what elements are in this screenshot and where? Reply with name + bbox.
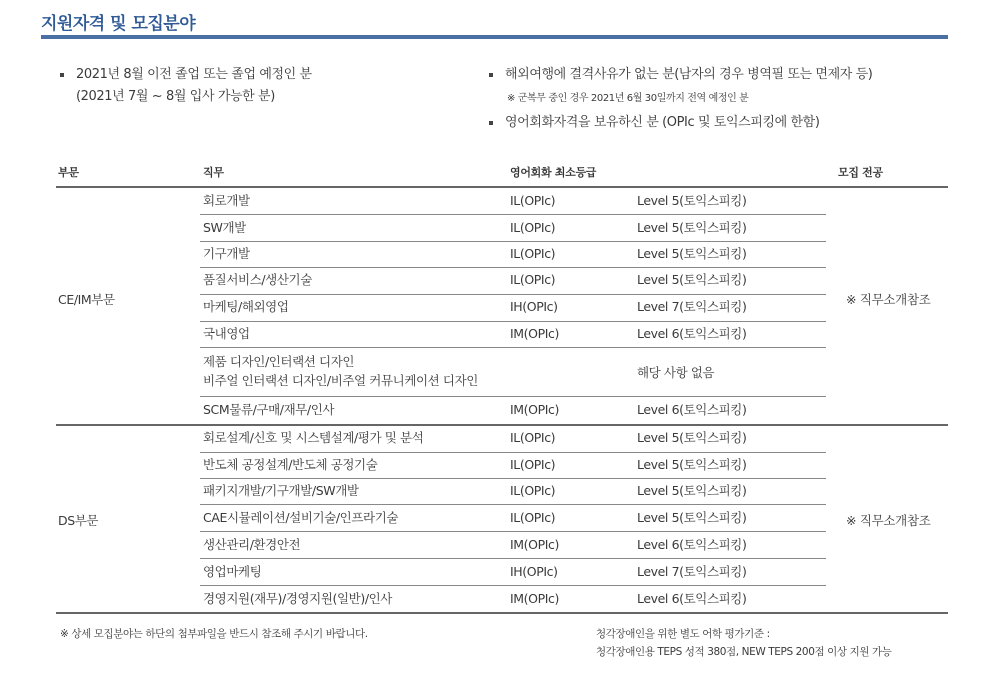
opic-cell: IL(OPIc) (510, 272, 556, 287)
row-divider (200, 531, 826, 532)
toeic-cell: Level 5(토익스피킹) (637, 220, 747, 235)
job-cell: 회로설계/신호 및 시스템설계/평가 및 분석 (203, 430, 424, 445)
toeic-cell: Level 5(토익스피킹) (637, 483, 747, 498)
job-cell: 경영지원(재무)/경영지원(일반)/인사 (203, 591, 392, 606)
row-divider (200, 294, 826, 295)
toeic-cell: Level 5(토익스피킹) (637, 510, 747, 525)
bullet-icon (60, 73, 64, 77)
qualification-continuation: (2021년 7월 ~ 8월 입사 가능한 분) (76, 89, 275, 104)
footnote-line: 청각장애인을 위한 별도 어학 평가기준 : (596, 628, 770, 640)
qualification-item (76, 64, 312, 108)
row-divider (200, 321, 826, 322)
row-divider (200, 504, 826, 505)
job-cell: 기구개발 (203, 246, 250, 261)
opic-cell: IM(OPIc) (510, 537, 559, 552)
opic-cell: IL(OPIc) (510, 220, 556, 235)
row-divider (200, 452, 826, 453)
opic-cell: IH(OPIc) (510, 299, 558, 314)
toeic-cell: Level 6(토익스피킹) (637, 591, 747, 606)
opic-cell: IL(OPIc) (510, 430, 556, 445)
job-cell: 마케팅/해외영업 (203, 299, 289, 314)
opic-cell: IM(OPIc) (510, 402, 559, 417)
division-label: DS부문 (58, 513, 99, 528)
toeic-cell: Level 7(토익스피킹) (637, 564, 747, 579)
qualification-text: 해외여행에 결격사유가 없는 분(남자의 경우 병역필 또는 면제자 등) (505, 67, 873, 82)
opic-cell: IH(OPIc) (510, 564, 558, 579)
row-divider (200, 558, 826, 559)
job-cell: SW개발 (203, 220, 246, 235)
job-cell: CAE시뮬레이션/설비기술/인프라기술 (203, 510, 399, 525)
toeic-cell: Level 5(토익스피킹) (637, 246, 747, 261)
footnote-hearing-impaired (596, 625, 892, 661)
opic-cell: IL(OPIc) (510, 193, 556, 208)
table-bottom-rule (56, 612, 948, 614)
job-cell: SCM물류/구매/재무/인사 (203, 402, 335, 417)
footnote-line: 청각장애인용 TEPS 성적 380점, NEW TEPS 200점 이상 지원 가능 (596, 646, 892, 658)
major-note: ※ 직무소개참조 (846, 513, 931, 528)
opic-cell: IM(OPIc) (510, 326, 559, 341)
row-divider (200, 241, 826, 242)
header-major: 모집 전공 (838, 166, 883, 179)
qualification-item (505, 64, 872, 86)
job-cell: 생산관리/환경안전 (203, 537, 301, 552)
header-english-min: 영어회화 최소등급 (510, 166, 597, 179)
job-cell: 패키지개발/기구개발/SW개발 (203, 483, 359, 498)
toeic-cell: Level 5(토익스피킹) (637, 457, 747, 472)
job-cell-line2: 비주얼 인터랙션 디자인/비주얼 커뮤니케이션 디자인 (203, 373, 478, 388)
opic-cell: IL(OPIc) (510, 510, 556, 525)
header-division: 부문 (58, 166, 79, 179)
job-cell: 영업마케팅 (203, 564, 262, 579)
opic-cell: IL(OPIc) (510, 246, 556, 261)
section-title: 지원자격 및 모집분야 (41, 14, 196, 34)
header-rule (56, 186, 948, 188)
row-divider (200, 585, 826, 586)
job-cell: 반도체 공정설계/반도체 공정기술 (203, 457, 378, 472)
group-divider (56, 424, 948, 426)
job-cell: 회로개발 (203, 193, 250, 208)
toeic-cell: Level 5(토익스피킹) (637, 193, 747, 208)
toeic-cell: Level 7(토익스피킹) (637, 299, 747, 314)
major-note: ※ 직무소개참조 (846, 292, 931, 307)
job-cell: 제품 디자인/인터랙션 디자인 (203, 354, 355, 369)
opic-cell: IL(OPIc) (510, 483, 556, 498)
header-job: 직무 (203, 166, 224, 179)
toeic-cell: Level 5(토익스피킹) (637, 430, 747, 445)
qualification-text: 2021년 8월 이전 졸업 또는 졸업 예정인 분 (76, 67, 312, 82)
bullet-icon (489, 73, 493, 77)
toeic-cell: Level 5(토익스피킹) (637, 272, 747, 287)
row-divider (200, 214, 826, 215)
job-cell: 품질서비스/생산기술 (203, 272, 312, 287)
row-divider (200, 347, 826, 348)
row-divider (200, 396, 826, 397)
row-divider (200, 478, 826, 479)
row-divider (200, 267, 826, 268)
job-cell: 국내영업 (203, 326, 250, 341)
qualification-text: 영어회화자격을 보유하신 분 (OPIc 및 토익스피킹에 한함) (505, 115, 820, 130)
toeic-cell: Level 6(토익스피킹) (637, 537, 747, 552)
qualification-item (505, 112, 820, 134)
toeic-cell: 해당 사항 없음 (637, 365, 715, 380)
toeic-cell: Level 6(토익스피킹) (637, 402, 747, 417)
qualification-note: ※ 군복무 중인 경우 2021년 6월 30일까지 전역 예정인 분 (507, 93, 749, 104)
division-label: CE/IM부문 (58, 292, 115, 307)
opic-cell: IM(OPIc) (510, 591, 559, 606)
bullet-icon (489, 121, 493, 125)
opic-cell: IL(OPIc) (510, 457, 556, 472)
title-underline (41, 35, 948, 39)
footnote-attachment: ※ 상세 모집분야는 하단의 첨부파일을 반드시 참조해 주시기 바랍니다. (60, 628, 368, 640)
toeic-cell: Level 6(토익스피킹) (637, 326, 747, 341)
